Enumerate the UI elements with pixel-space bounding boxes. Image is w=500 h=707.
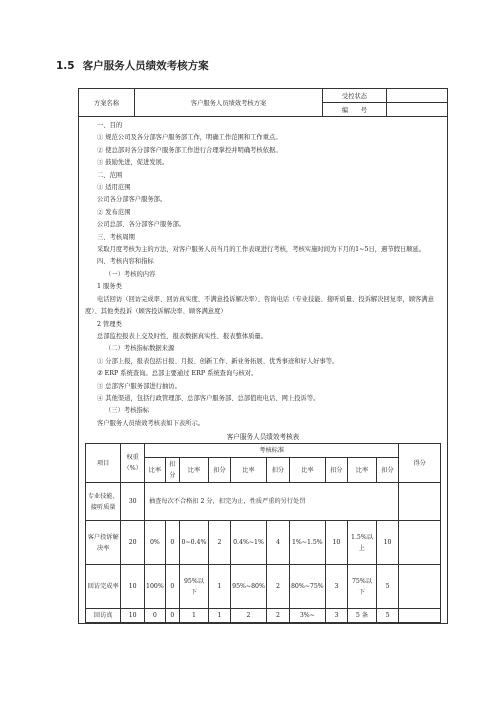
body-paragraph: 一、目的 [97,122,123,129]
table-header-row [86,444,441,458]
row-cell: 0.4%~1% [231,521,267,565]
body-paragraph: ① 分部上报，报表包括日报、月报、创新工作、新业务拓展、优秀事迹和好人好事等。 [97,357,339,365]
row-weight: 30 [121,483,145,521]
row-cell: 1 [180,609,209,623]
number-label: 编 号 [341,107,368,114]
table-row [86,521,441,565]
row-cell: 3 [325,609,347,623]
row-cell: 2 [208,521,230,565]
row-weight: 10 [121,565,145,609]
row-cell: 0~0.4% [180,521,209,565]
table-caption: 客户服务人员绩效考核表 [226,433,300,442]
body-paragraph: （二）考核指标数据来源 [105,345,175,353]
body-paragraph: 2 管理类 [97,320,122,328]
row-item: 回访完成率 [86,565,121,609]
body-paragraph: ③ 鼓励先进，促进发展。 [97,159,169,167]
row-cell: 0 [165,609,179,623]
body-paragraph: 采取月度考核为主的方法，对客户服务人员当月的工作表现进行考核，考核实施时间为下月的1~5日，遇节假日顺延。 [97,246,426,254]
row-cell: 0 [145,609,166,623]
body-paragraph: 客户服务人员绩效考核表如下表所示。 [97,419,205,427]
kpi-table [85,443,441,623]
row-weight: 20 [121,521,145,565]
row-cell: 1.5%以上 [348,521,377,565]
plan-name-value: 客户服务人员绩效考核方案 [135,89,323,116]
body-paragraph: ② 使总部对各分部客户服务部工作进行合理掌控并明确考核依据。 [97,146,282,154]
row-cell: 95%以下 [180,565,209,609]
body-paragraph: ④ 其他渠道，包括行政管理部、总部客户服务部、总部值班电话、网上投诉等。 [97,394,320,402]
body-paragraph: ② 发布范围 [97,208,131,216]
row-cell: 1%~1.5% [289,521,325,565]
sub-deduct: 扣分 [325,458,347,483]
sub-rate: 比率 [180,458,209,483]
section-number: 1.5 [56,60,75,72]
body-paragraph: ① 适用范围 [97,184,131,192]
row-cell: 2 [266,609,289,623]
row-cell: 80%~75% [289,565,325,609]
plan-name-label: 方案名称 [79,89,135,116]
number-value [387,103,447,116]
body-paragraph: （一）考核的内容 [105,270,156,278]
body-paragraph: 电话回访（回访完成率、回访真实度、不满意投诉解决率）、咨询电话（专业技能、接听质量、投诉解决回复率，顾客满意度）、其他类投诉（顾客投诉解决率、顾客满意度） [85,295,434,316]
plan-meta-labels [323,89,387,116]
header-weight: 权重（%） [121,444,145,483]
body-paragraph: 三、考核周期 [97,233,135,241]
row-item: 客户投诉解决率 [86,521,121,565]
row-standard: 抽查每次不合格扣 2 分，扣完为止，性质严重的另行处罚 [145,483,399,521]
header-score: 得分 [399,444,441,483]
table-row [86,483,441,521]
body-paragraph: ① 规范公司及各分部客户服务部工作，明确工作范围和工作重点。 [97,134,282,142]
body-paragraph: 二、范围 [97,171,123,179]
row-score [399,609,441,623]
sub-deduct: 扣分 [208,458,230,483]
row-cell: 0 [165,521,179,565]
row-cell: 2 [266,565,289,609]
row-cell: 1 [208,609,230,623]
sub-rate: 比率 [289,458,325,483]
sub-deduct: 扣分 [376,458,398,483]
header-item: 项目 [86,444,121,483]
sub-rate: 比率 [348,458,377,483]
plan-meta-values [387,89,447,116]
row-cell: 10 [376,521,398,565]
status-label: 受控状态 [323,89,386,103]
row-cell: 4 [266,521,289,565]
row-cell: 3 [325,565,347,609]
row-cell: 5 [376,565,398,609]
row-cell: 100% [145,565,166,609]
sub-deduct: 扣分 [165,458,179,483]
plan-header [79,89,447,117]
row-cell: 0 [165,565,179,609]
sub-deduct: 扣分 [266,458,289,483]
row-cell: 5 [376,609,398,623]
body-paragraph: 总部监控报表上交及时性、报表数据真实性、报表整体质量。 [97,332,268,340]
body-paragraph: 公司总部、各分部客户服务部。 [97,221,186,229]
body-paragraph: 1 服务类 [97,283,122,291]
table-row [86,565,441,609]
row-cell: 5 条 [348,609,377,623]
body-paragraph: 四、考核内容和指标 [97,258,154,266]
row-cell: 1 [208,565,230,609]
row-score [399,565,441,609]
row-item: 回访真 [86,609,121,623]
plan-body [79,117,447,430]
section-title: 客户服务人员绩效考核方案 [82,60,209,72]
row-cell: 0% [145,521,166,565]
status-value [387,89,447,103]
body-paragraph: （三）考核指标 [105,407,150,415]
row-weight: 10 [121,609,145,623]
body-paragraph: 公司各分部客户服务部。 [97,196,167,204]
row-cell: 95%~80% [231,565,267,609]
row-score [399,521,441,565]
row-cell: 3%~ [289,609,325,623]
row-cell: 2 [231,609,267,623]
body-paragraph: ② ERP 系统查询。总部主要通过 ERP 系统查询与核对。 [97,370,258,378]
plan-document [78,88,448,624]
row-score [399,483,441,521]
header-standard: 考核标准 [145,444,399,458]
sub-rate: 比率 [145,458,166,483]
table-row [86,609,441,623]
row-item: 专业技能、接听质量 [86,483,121,521]
section-heading [56,58,209,73]
body-paragraph: ③ 总部客户服务部进行抽访。 [97,382,181,390]
sub-rate: 比率 [231,458,267,483]
row-cell: 10 [325,521,347,565]
row-cell: 75%以下 [348,565,377,609]
